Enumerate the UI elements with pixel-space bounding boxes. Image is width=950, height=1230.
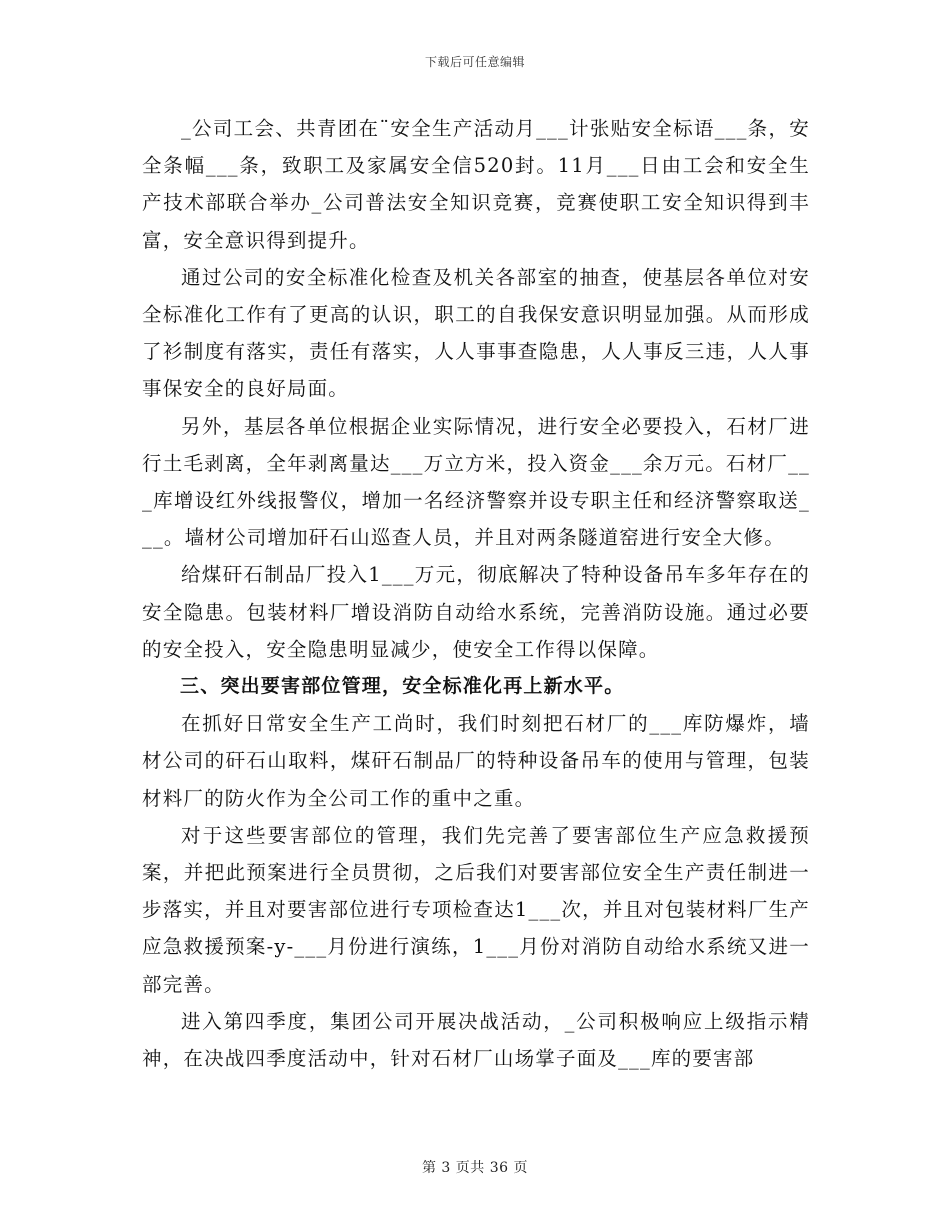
paragraph-5: 在抓好日常安全生产工尚时，我们时刻把石材厂的___库防爆炸，墙材公司的矸石山取料，煤矸石制品厂的特种设备吊车的使用与管理，包装材料厂的防火作为全公司工作的重中之重。	[142, 712, 810, 810]
document-body	[142, 110, 810, 1077]
paragraph-4: 给煤矸石制品厂投入1___万元，彻底解决了特种设备吊车多年存在的安全隐患。包装材料厂增设消防自动给水系统，完善消防设施。通过必要的安全投入，安全隐患明显减少，使安全工作得以保障。	[142, 563, 810, 661]
section-heading: 三、突出要害部位管理，安全标准化再上新水平。	[180, 675, 625, 698]
paragraph-3: 另外，基层各单位根据企业实际情况，进行安全必要投入，石材厂进行土毛剥离，全年剥离量达___万立方米，投入资金___余万元。石材厂___库增设红外线报警仪，增加一名经济警察并设专职主任和经济警察取送___。墙材公司增加矸石山巡查人员，并且对两条隧道窑进行安全大修。	[142, 414, 810, 550]
paragraph-2: 通过公司的安全标准化检查及机关各部室的抽查，使基层各单位对安全标准化工作有了更高的认识，职工的自我保安意识明显加强。从而形成了衫制度有落实，责任有落实，人人事事查隐患，人人事反三违，人人事事保安全的良好局面。	[142, 265, 810, 401]
page-header: 下载后可任意编辑	[424, 55, 525, 69]
page-number: 第 3 页共 36 页	[421, 1160, 529, 1176]
paragraph-6: 对于这些要害部位的管理，我们先完善了要害部位生产应急救援预案，并把此预案进行全员贯彻，之后我们对要害部位安全生产责任制进一步落实，并且对要害部位进行专项检查达1___次，并且对包装材料厂生产应急救援预案-y-___月份进行演练，1___月份对消防自动给水系统又进一部完善。	[142, 823, 810, 996]
paragraph-7: 进入第四季度，集团公司开展决战活动，_公司积极响应上级指示精神，在决战四季度活动中，针对石材厂山场掌子面及___库的要害部	[142, 1009, 810, 1071]
paragraph-1: _公司工会、共青团在¨安全生产活动月___计张贴安全标语___条，安全条幅___条，致职工及家属安全信520封。11月___日由工会和安全生产技术部联合举办_公司普法安全知识竞赛，竞赛使职工安全知识得到丰富，安全意识得到提升。	[142, 117, 810, 252]
